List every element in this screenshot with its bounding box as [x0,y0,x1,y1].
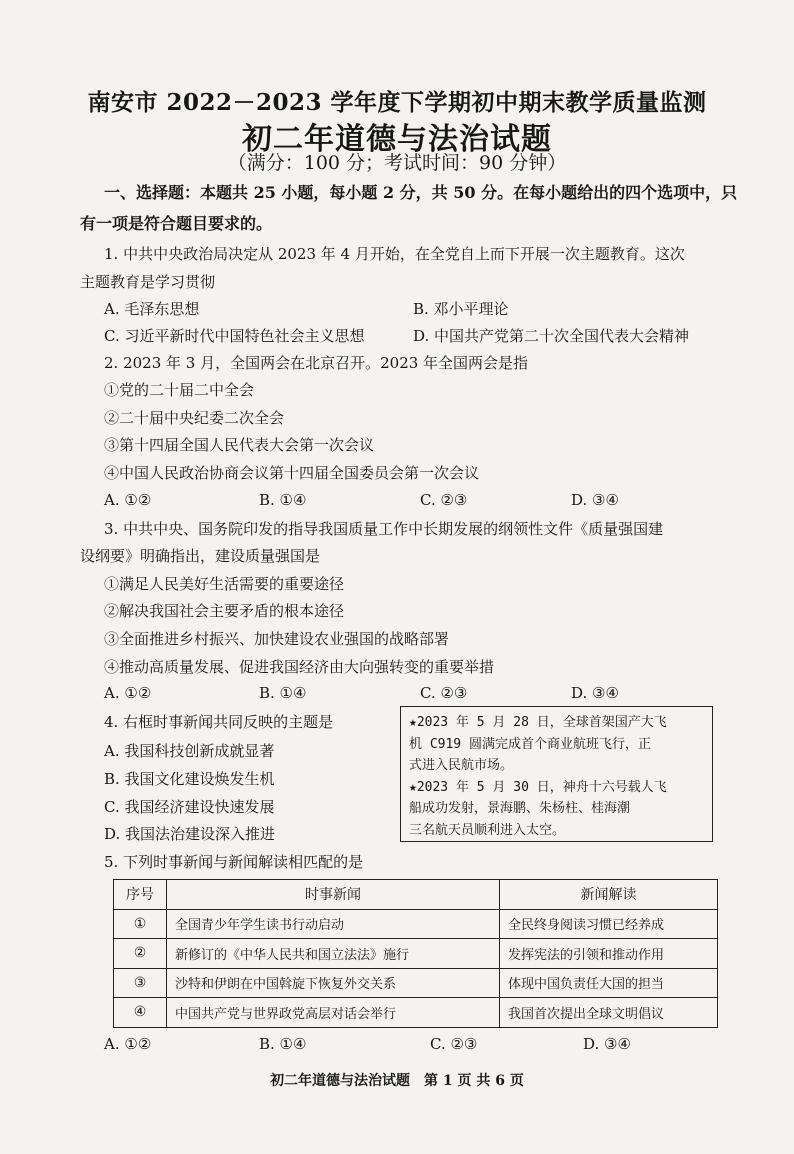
exam-title-subject: 初二年道德与法治试题 [242,122,552,157]
q2-statement-4: ④中国人民政治协商会议第十四届全国委员会第一次会议 [104,464,480,482]
header-reading: 新闻解读 [500,880,718,910]
table-row [114,909,718,939]
q3-option-a: A. ①② [104,684,152,702]
row-reading: 全民终身阅读习惯已经养成 [500,909,718,939]
row-news: 中国共产党与世界政党高层对话会举行 [167,998,500,1028]
row-number: ③ [114,968,167,998]
exam-title-line1: 南安市 2022－2023 学年度下学期初中期末教学质量监测 [87,89,707,116]
news-box-line: 三名航天员顺利进入太空。 [409,822,566,838]
q5-option-d: D. ③④ [583,1035,631,1053]
q2-option-a: A. ①② [104,491,152,509]
section-heading-line2: 有一项是符合题目要求的。 [80,214,273,233]
q2-statement-3: ③第十四届全国人民代表大会第一次会议 [104,436,375,454]
exam-score-time: （满分：100 分；考试时间：90 分钟） [227,152,567,174]
q1-option-d: D. 中国共产党第二十次全国代表大会精神 [413,327,690,345]
q4-stem: 4. 右框时事新闻共同反映的主题是 [104,713,334,731]
q3-stem-line2: 设纲要》明确指出，建设质量强国是 [80,547,321,565]
q3-option-b: B. ①④ [259,684,307,702]
news-box-line: ★2023 年 5 月 30 日，神舟十六号载人飞 [409,779,667,795]
row-number: ① [114,909,167,939]
header-number: 序号 [114,880,167,910]
q2-option-b: B. ①④ [259,491,307,509]
q5-option-c: C. ②③ [430,1035,478,1053]
news-box-line: ★2023 年 5 月 28 日，全球首架国产大飞 [409,715,667,730]
table-row [114,968,718,998]
q2-option-d: D. ③④ [571,491,619,509]
q3-statement-4: ④推动高质量发展、促进我国经济由大向强转变的重要举措 [104,658,495,676]
q4-option-a: A. 我国科技创新成就显著 [104,742,275,760]
q3-option-d: D. ③④ [571,684,619,702]
q5-option-a: A. ①② [104,1035,152,1053]
q3-statement-2: ②解决我国社会主要矛盾的根本途径 [104,602,345,620]
q1-option-a: A. 毛泽东思想 [104,300,200,318]
q3-statement-1: ①满足人民美好生活需要的重要途径 [104,575,345,593]
q4-news-box [400,706,713,842]
row-reading: 发挥宪法的引领和推动作用 [500,939,718,969]
q3-statement-3: ③全面推进乡村振兴、加快建设农业强国的战略部署 [104,630,450,648]
q1-option-c: C. 习近平新时代中国特色社会主义思想 [104,327,365,345]
q2-stem: 2. 2023 年 3 月，全国两会在北京召开。2023 年全国两会是指 [104,354,529,372]
q3-option-c: C. ②③ [420,684,468,702]
q5-news-table [113,879,718,1028]
row-reading: 我国首次提出全球文明倡议 [500,998,718,1028]
row-reading: 体现中国负责任大国的担当 [500,968,718,998]
row-number: ④ [114,998,167,1028]
row-news: 新修订的《中华人民共和国立法法》施行 [167,939,500,969]
q1-stem-line2: 主题教育是学习贯彻 [80,273,216,291]
q4-option-c: C. 我国经济建设快速发展 [104,798,275,816]
q5-option-b: B. ①④ [259,1035,307,1053]
q1-stem-line1: 1. 中共中央政治局决定从 2023 年 4 月开始，在全党自上而下开展一次主题教育。这次 [104,245,685,263]
q2-statement-2: ②二十届中央纪委二次全会 [104,409,285,427]
news-box-line: 船成功发射，景海鹏、朱杨柱、桂海潮 [409,801,631,816]
row-number: ② [114,939,167,969]
table-header-row [114,880,718,910]
header-news: 时事新闻 [167,880,500,910]
page-footer: 初二年道德与法治试题 第 1 页 共 6 页 [270,1073,524,1089]
q4-option-b: B. 我国文化建设焕发生机 [104,770,275,788]
news-box-line: 机 C919 圆满完成首个商业航班飞行，正 [409,736,651,752]
news-box-line: 式进入民航市场。 [409,758,514,773]
q5-stem: 5. 下列时事新闻与新闻解读相匹配的是 [104,853,364,871]
q1-option-b: B. 邓小平理论 [413,300,509,318]
q2-option-c: C. ②③ [420,491,468,509]
q2-statement-1: ①党的二十届二中全会 [104,381,255,399]
section-heading-line1: 一、选择题：本题共 25 小题，每小题 2 分，共 50 分。在每小题给出的四个选项中，只 [104,183,738,202]
table-row [114,998,718,1028]
row-news: 全国青少年学生读书行动启动 [167,909,500,939]
row-news: 沙特和伊朗在中国斡旋下恢复外交关系 [167,968,500,998]
q4-option-d: D. 我国法治建设深入推进 [104,825,276,843]
q3-stem-line1: 3. 中共中央、国务院印发的指导我国质量工作中长期发展的纲领性文件《质量强国建 [104,520,664,538]
table-row [114,939,718,969]
